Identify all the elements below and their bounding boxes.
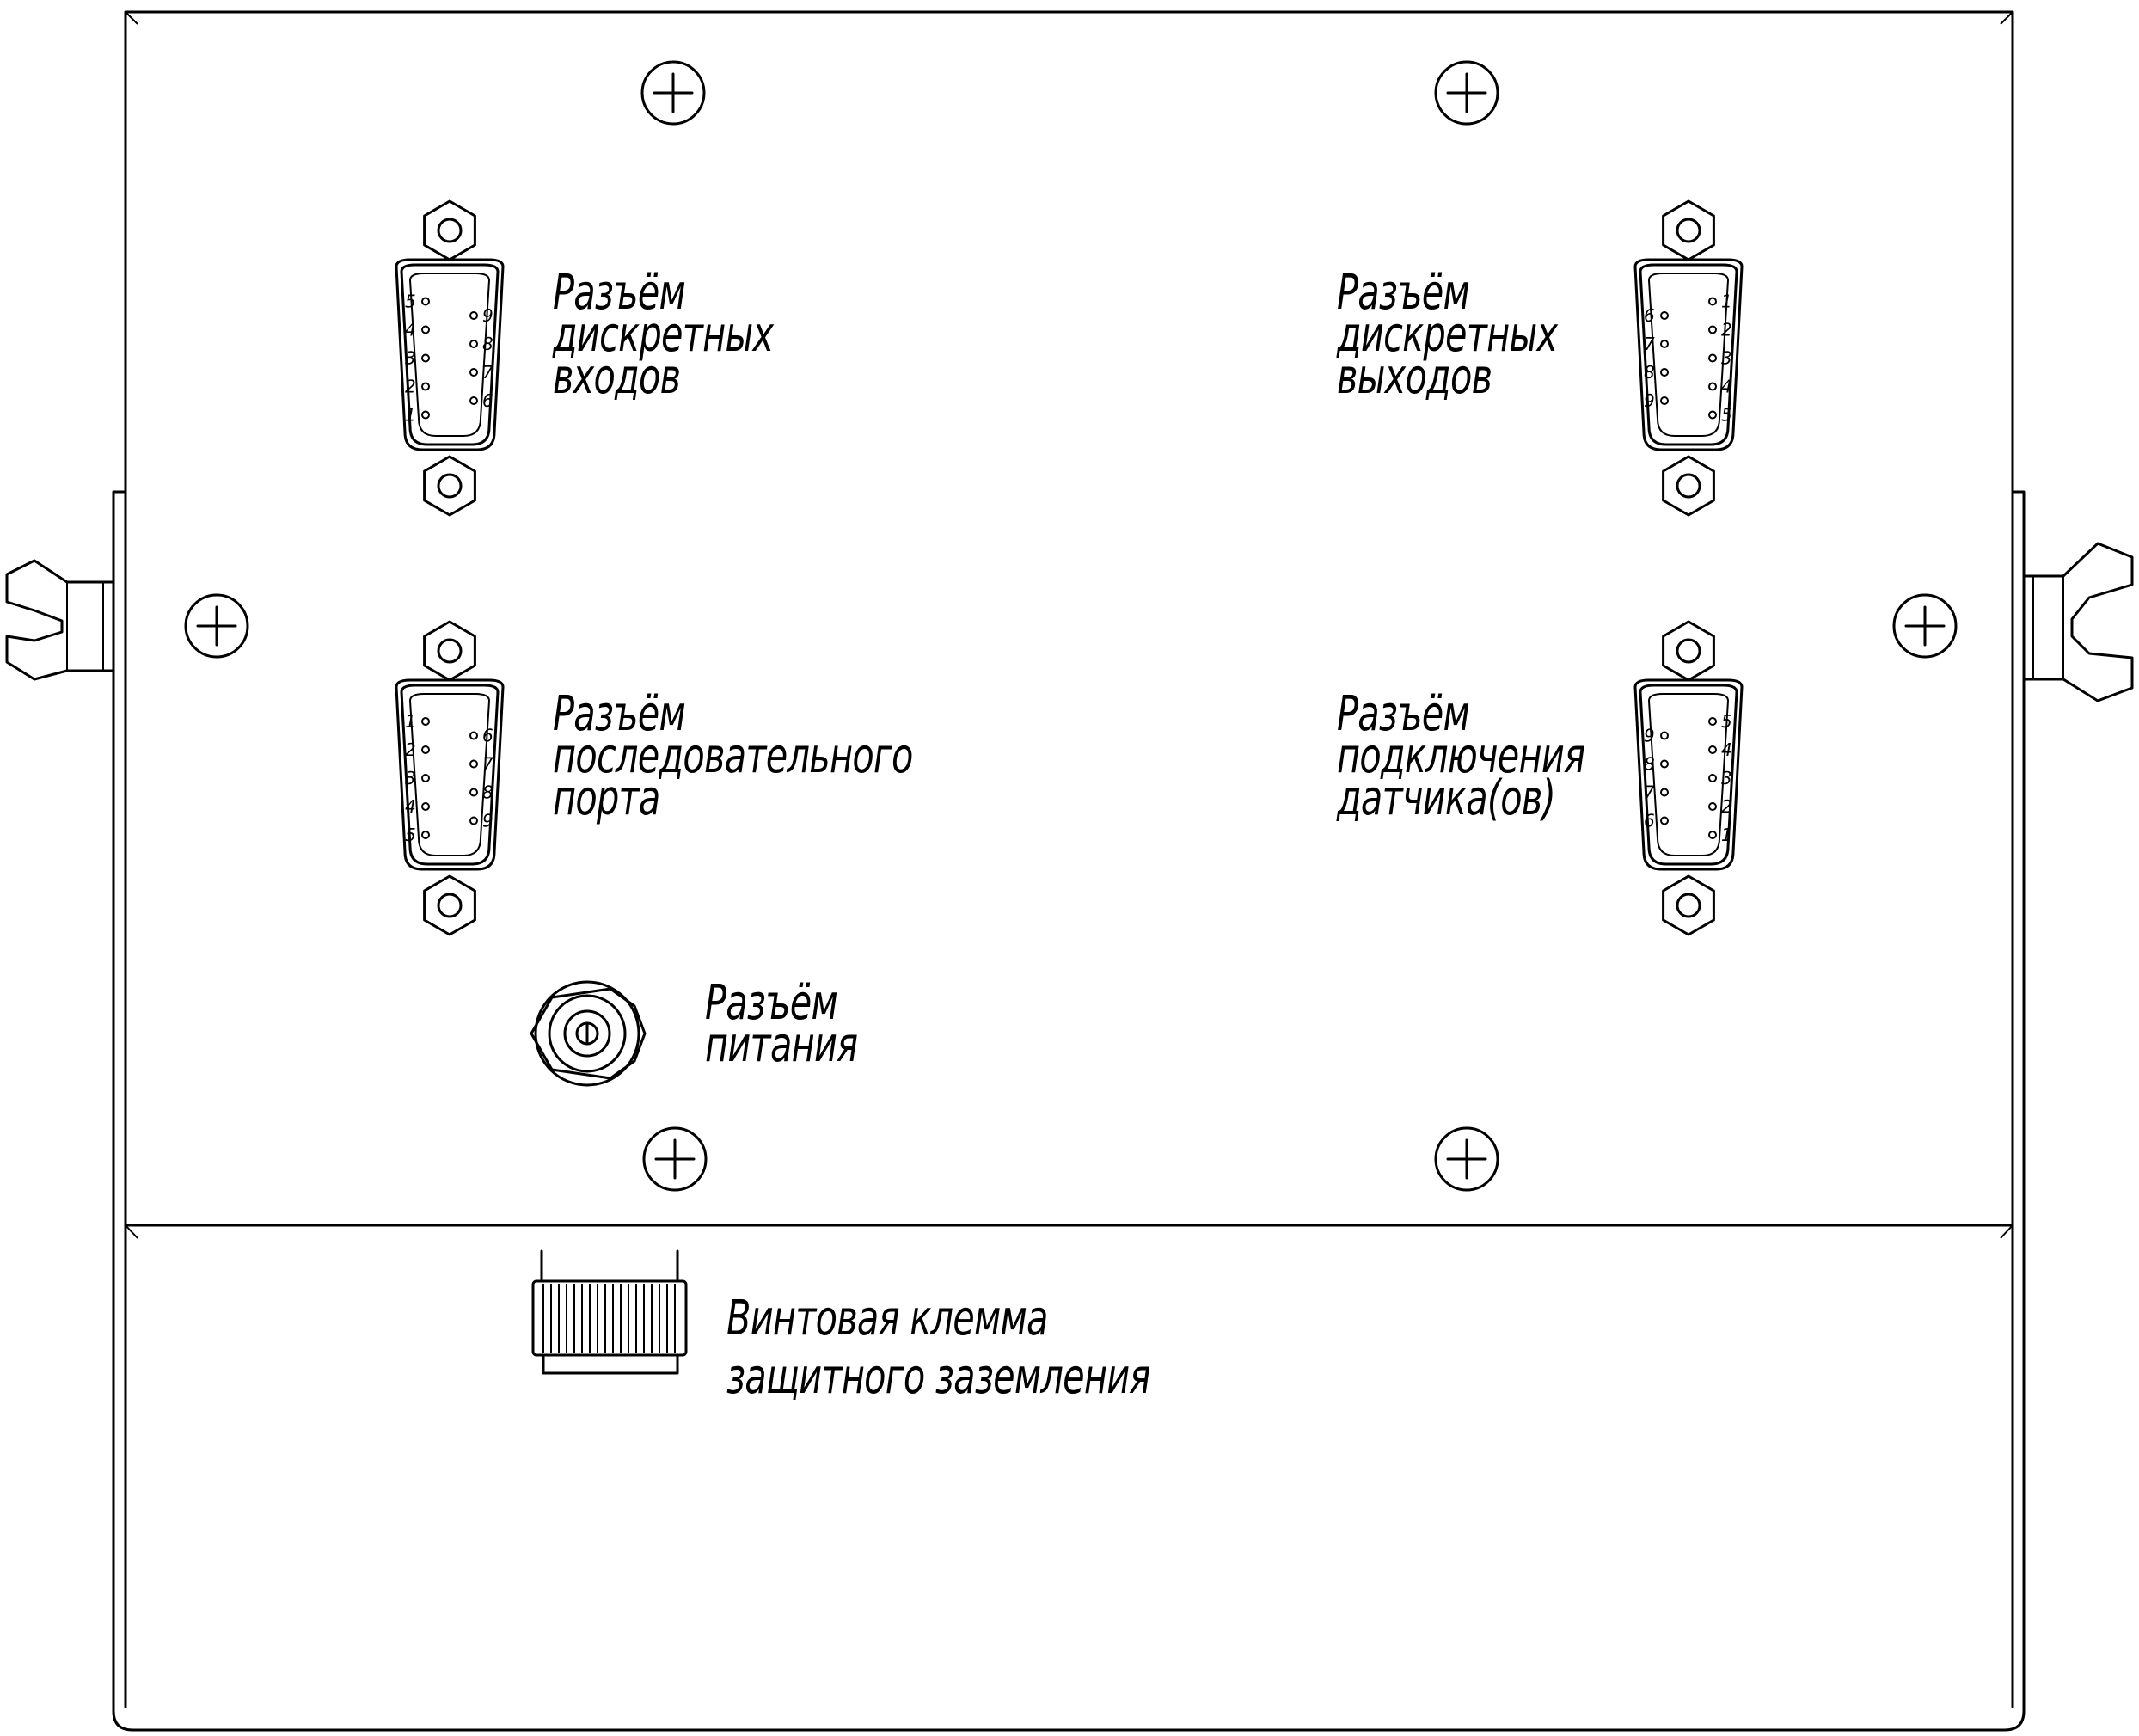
pin-contact (1661, 818, 1668, 825)
label-line: Разъём (1337, 686, 1470, 742)
pin-contact (422, 775, 429, 782)
screw-mid-left (186, 595, 248, 657)
pin-number: 9 (482, 305, 493, 326)
mounting-hole (1677, 475, 1700, 497)
mounting-hex-nut (1664, 201, 1714, 260)
pin-contact (422, 355, 429, 362)
label-line: выходов (1337, 349, 1492, 405)
pin-number: 4 (405, 319, 416, 340)
pin-number: 5 (1721, 711, 1732, 732)
pin-contact (1709, 355, 1716, 362)
ground-terminal (533, 1251, 686, 1373)
pin-contact (470, 397, 477, 404)
pin-number: 7 (1644, 782, 1655, 803)
right-mounting-clip (2024, 543, 2132, 701)
pin-number: 1 (1721, 825, 1732, 845)
label-line: дискретных (553, 307, 774, 363)
label-line: питания (705, 1017, 858, 1073)
connector-insert (410, 273, 489, 436)
pin-contact (1709, 831, 1716, 838)
connector-shell-inner (401, 685, 498, 864)
pin-contact (422, 718, 429, 725)
pin-number: 2 (1721, 796, 1732, 817)
pin-contact (1709, 718, 1716, 725)
mounting-hole (1677, 219, 1700, 242)
pin-contact (1661, 397, 1668, 404)
power-connector (531, 982, 645, 1085)
mounting-hex-nut (1664, 622, 1714, 680)
mounting-hole (438, 894, 461, 917)
connector-insert (1649, 273, 1728, 436)
pin-contact (422, 831, 429, 838)
pin-contact (422, 746, 429, 753)
mounting-hole (438, 219, 461, 242)
pin-number: 7 (482, 753, 493, 775)
mounting-hex-nut (1664, 457, 1714, 515)
pin-number: 3 (1721, 347, 1732, 369)
pin-contact (422, 327, 429, 334)
pin-contact (422, 298, 429, 305)
mounting-hex-nut (1664, 876, 1714, 935)
screw-top-left (642, 62, 704, 124)
label-line: защитного заземления (726, 1349, 1150, 1405)
connector-insert (410, 694, 489, 856)
screw-bottom-right (1436, 1128, 1498, 1190)
pin-contact (470, 818, 477, 825)
pin-number: 3 (1721, 768, 1732, 788)
screw-bottom-left (644, 1128, 706, 1190)
pin-number: 1 (405, 711, 416, 732)
pin-contact (1709, 803, 1716, 810)
label-line: последовательного (553, 728, 913, 784)
pin-contact (1709, 775, 1716, 782)
db9-connector-discrete-inputs (396, 201, 503, 515)
mounting-hex-nut (425, 457, 475, 515)
pin-number: 5 (1721, 404, 1732, 426)
pin-number: 1 (1721, 291, 1732, 312)
pin-number: 4 (405, 796, 416, 817)
pin-contact (470, 369, 477, 376)
left-mounting-clip (7, 561, 113, 679)
label-line: Винтовая клемма (726, 1291, 1048, 1346)
pin-number: 7 (1644, 334, 1655, 354)
label-line: Разъём (1337, 265, 1470, 321)
pin-contact (422, 803, 429, 810)
pin-contact (1661, 312, 1668, 319)
connector-insert (1649, 694, 1728, 856)
mounting-hole (1677, 640, 1700, 662)
label-line: порта (553, 770, 660, 826)
pin-contact (470, 733, 477, 739)
screw-top-right (1436, 62, 1498, 124)
pin-number: 5 (405, 825, 416, 845)
pin-contact (470, 340, 477, 347)
pin-number: 6 (1644, 810, 1655, 831)
pin-number: 3 (405, 347, 416, 369)
pin-contact (1709, 327, 1716, 334)
label-discrete-inputs (553, 265, 774, 405)
pin-number: 6 (1644, 305, 1655, 326)
label-line: входов (553, 349, 681, 405)
label-line: датчика(ов) (1337, 770, 1556, 826)
pin-number: 8 (482, 334, 493, 354)
pin-contact (470, 761, 477, 768)
pin-number: 1 (405, 404, 416, 426)
pin-contact (1661, 733, 1668, 739)
pin-number: 4 (1721, 376, 1732, 397)
pin-number: 6 (482, 390, 493, 411)
label-line: Разъём (553, 265, 686, 321)
mounting-hole (438, 475, 461, 497)
pin-contact (1709, 746, 1716, 753)
label-serial-port (553, 686, 913, 826)
pin-contact (1661, 369, 1668, 376)
mounting-hex-nut (425, 622, 475, 680)
label-power (705, 975, 858, 1073)
label-line: дискретных (1337, 307, 1558, 363)
pin-number: 4 (1721, 739, 1732, 760)
pin-contact (1709, 298, 1716, 305)
pin-number: 3 (405, 768, 416, 788)
pin-number: 9 (1644, 390, 1655, 411)
pin-contact (470, 312, 477, 319)
db9-connector-discrete-outputs (1635, 201, 1742, 515)
pin-number: 9 (1644, 725, 1655, 746)
pin-contact (1661, 340, 1668, 347)
pin-contact (1709, 383, 1716, 390)
pin-contact (422, 383, 429, 390)
db9-connector-serial-port (396, 622, 503, 935)
pin-number: 6 (482, 725, 493, 746)
mounting-hex-nut (425, 876, 475, 935)
connector-shell-inner (401, 265, 498, 445)
pin-number: 2 (1721, 319, 1732, 340)
pin-number: 5 (405, 291, 416, 312)
pin-contact (1709, 412, 1716, 419)
label-sensor (1337, 686, 1585, 826)
mounting-hole (1677, 894, 1700, 917)
pin-number: 2 (405, 739, 416, 760)
pin-contact (422, 412, 429, 419)
pin-contact (470, 789, 477, 796)
pin-number: 8 (482, 782, 493, 803)
pin-number: 9 (482, 810, 493, 831)
pin-number: 8 (1644, 753, 1655, 775)
label-ground (726, 1290, 1150, 1407)
label-line: Разъём (553, 686, 686, 742)
screw-mid-right (1894, 595, 1956, 657)
label-discrete-outputs (1337, 265, 1558, 405)
pin-number: 8 (1644, 362, 1655, 383)
db9-connector-sensor (1635, 622, 1742, 935)
pin-number: 7 (482, 362, 493, 383)
pin-contact (1661, 789, 1668, 796)
pin-number: 2 (405, 376, 416, 397)
pin-contact (1661, 761, 1668, 768)
mounting-hole (438, 640, 461, 662)
label-line: Разъём (705, 975, 838, 1031)
label-line: подключения (1337, 728, 1585, 784)
mounting-hex-nut (425, 201, 475, 260)
